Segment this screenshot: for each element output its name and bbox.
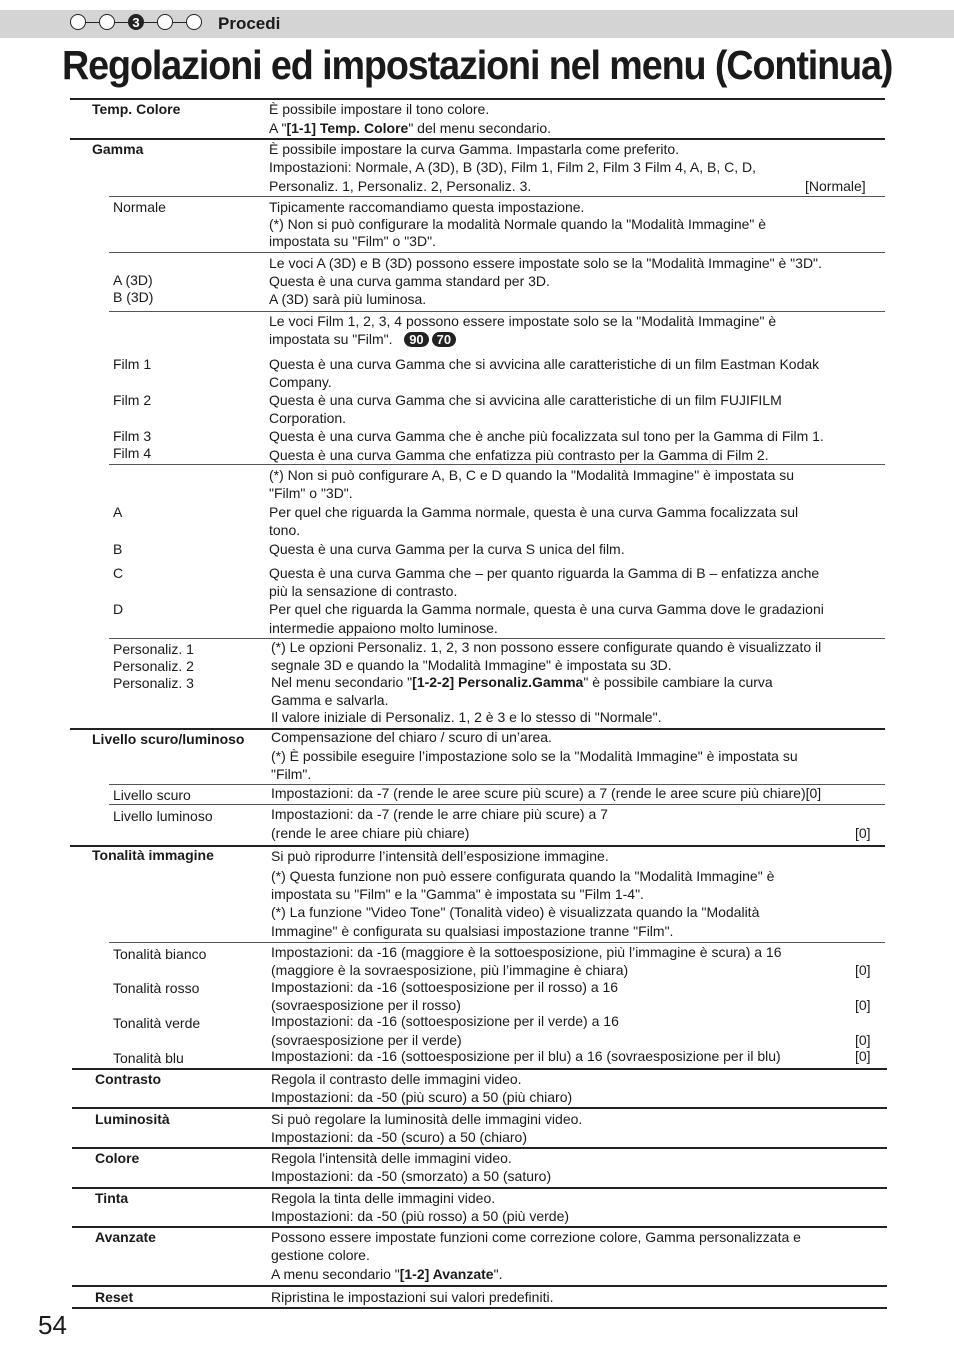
option-label: Personaliz. 2	[113, 658, 194, 674]
setting-description: Impostazioni: da -50 (scuro) a 50 (chiaro)	[271, 1129, 527, 1145]
setting-label: Colore	[95, 1150, 140, 1166]
option-description: Tipicamente raccomandiamo questa impostazione.	[269, 199, 585, 215]
section-label: Procedi	[218, 14, 281, 33]
model-badge: 70	[432, 332, 456, 347]
setting-description: gestione colore.	[271, 1247, 370, 1263]
setting-description: Si può riprodurre l’intensità dell’esposizione immagine.	[271, 848, 609, 864]
option-description: Impostazioni: da -16 (maggiore è la sottoesposizione, più l’immagine è scura) a 16	[271, 944, 782, 960]
option-description: Per quel che riguarda la Gamma normale, questa è una curva Gamma dove le gradazioni	[269, 601, 824, 617]
setting-description: Immagine" è configurata su qualsiasi impostazione tranne "Film".	[271, 923, 674, 939]
option-description: Impostazioni: da -7 (rende le aree scure più scure) a 7 (rende le aree scure più chiare)[0]	[271, 785, 822, 801]
model-badge: 90	[404, 332, 428, 347]
setting-description: Compensazione del chiaro / scuro di un’area.	[271, 729, 552, 745]
setting-reference: A menu secondario "[1-2] Avanzate".	[271, 1266, 503, 1282]
option-label: Livello luminoso	[113, 808, 213, 824]
row-divider	[109, 252, 885, 253]
option-label: D	[113, 601, 124, 617]
default-value: [0]	[855, 825, 871, 841]
page-number: 54	[38, 1310, 67, 1340]
setting-label: Avanzate	[95, 1229, 156, 1245]
row-divider	[72, 1307, 887, 1309]
option-description: "Film" o "3D".	[269, 485, 353, 501]
setting-label: Livello scuro/luminoso	[92, 731, 245, 747]
setting-description: Impostazioni: da -50 (più rosso) a 50 (più verde)	[271, 1208, 570, 1224]
setting-description: Ripristina le impostazioni sui valori predefiniti.	[271, 1289, 554, 1305]
setting-label: Contrasto	[95, 1071, 162, 1087]
option-label: Tonalità bianco	[113, 946, 207, 962]
option-description: segnale 3D e quando la "Modalità Immagine" è impostata su 3D.	[271, 657, 672, 673]
setting-description: Impostazioni: da -50 (smorzato) a 50 (saturo)	[271, 1168, 552, 1184]
option-label: A	[113, 504, 123, 520]
option-label: B	[113, 541, 123, 557]
setting-label: Reset	[95, 1289, 134, 1305]
option-description: (*) Le opzioni Personaliz. 1, 2, 3 non possono essere configurate quando è visualizzato il	[271, 639, 822, 655]
option-label: Personaliz. 1	[113, 641, 194, 657]
row-divider	[72, 1285, 887, 1287]
option-label: C	[113, 565, 124, 581]
setting-description: (*) La funzione "Video Tone" (Tonalità video) è visualizzata quando la "Modalità	[271, 904, 760, 920]
setting-description: Personaliz. 1, Personaliz. 2, Personaliz. 3.	[269, 178, 532, 194]
step-circle-active: 3	[128, 14, 144, 30]
setting-description: (*) Questa funzione non può essere configurata quando la "Modalità Immagine" è	[271, 868, 775, 884]
option-description: Corporation.	[269, 410, 347, 426]
option-description: (*) Non si può configurare la modalità Normale quando la "Modalità Immagine" è	[269, 216, 767, 232]
option-label: Livello scuro	[113, 787, 191, 803]
setting-description: (*) È possibile eseguire l’impostazione solo se la "Modalità Immagine" è impostata su	[271, 748, 798, 764]
step-circle	[157, 14, 173, 30]
option-description: A (3D) sarà più luminosa.	[269, 291, 427, 307]
option-description: tono.	[269, 522, 301, 538]
setting-description: Possono essere impostate funzioni come correzione colore, Gamma personalizzata e	[271, 1229, 801, 1245]
option-label: Tonalità rosso	[113, 980, 200, 996]
setting-label: Temp. Colore	[92, 101, 181, 117]
setting-label: Gamma	[92, 141, 144, 157]
option-description: Impostazioni: da -16 (sottoesposizione per il blu) a 16 (sovraesposizione per il blu)	[271, 1048, 781, 1064]
row-divider	[109, 196, 885, 197]
setting-description: Si può regolare la luminosità delle immagini video.	[271, 1111, 583, 1127]
option-description: Il valore iniziale di Personaliz. 1, 2 è 3 e lo stesso di "Normale".	[271, 709, 662, 725]
option-description: Le voci Film 1, 2, 3, 4 possono essere impostate solo se la "Modalità Immagine" è	[269, 313, 777, 329]
option-description: Impostazioni: da -16 (sottoesposizione per il verde) a 16	[271, 1013, 619, 1029]
step-circle	[99, 14, 115, 30]
option-label: Film 3	[113, 428, 152, 444]
default-value: [0]	[855, 1048, 871, 1064]
setting-description: "Film".	[271, 766, 312, 782]
option-description: (sovraesposizione per il rosso)	[271, 997, 461, 1013]
setting-description: Regola l'intensità delle immagini video.	[271, 1150, 512, 1166]
setting-label: Tonalità immagine	[92, 847, 214, 863]
default-value: [Normale]	[805, 178, 866, 194]
default-value: [0]	[855, 1032, 871, 1048]
option-description: Le voci A (3D) e B (3D) possono essere impostate solo se la "Modalità Immagine" è "3D".	[269, 255, 822, 271]
page-title: Regolazioni ed impostazioni nel menu (Continua)	[62, 42, 893, 88]
setting-description: Regola la tinta delle immagini video.	[271, 1190, 496, 1206]
option-label: Film 1	[113, 356, 152, 372]
option-description: (sovraesposizione per il verde)	[271, 1032, 462, 1048]
setting-description: Impostazioni: da -50 (più scuro) a 50 (più chiaro)	[271, 1089, 573, 1105]
option-description: Nel menu secondario "[1-2-2] Personaliz.Gamma" è possibile cambiare la curva	[271, 674, 773, 690]
option-label: Tonalità verde	[113, 1015, 201, 1031]
option-description: Questa è una curva Gamma che si avvicina alle caratteristiche di un film Eastman Kodak	[269, 356, 820, 372]
setting-reference: A "[1-1] Temp. Colore" del menu secondario.	[269, 120, 552, 136]
option-label: Normale	[113, 199, 166, 215]
row-divider	[109, 464, 885, 465]
option-description: Questa è una curva Gamma che enfatizza più contrasto per la Gamma di Film 2.	[269, 447, 769, 463]
setting-description: È possibile impostare il tono colore.	[269, 101, 490, 117]
setting-description: impostata su "Film" e la "Gamma" è impostata su "Film 1-4".	[271, 886, 644, 902]
option-description: Questa è una curva Gamma per la curva S unica del film.	[269, 541, 625, 557]
option-label: Film 2	[113, 392, 152, 408]
option-label: Personaliz. 3	[113, 675, 194, 691]
setting-label: Luminosità	[95, 1111, 170, 1127]
option-description: più la sensazione di contrasto.	[269, 583, 458, 599]
option-description: Impostazioni: da -7 (rende le arre chiare più scure) a 7	[271, 806, 608, 822]
step-circle	[186, 14, 202, 30]
setting-description: Regola il contrasto delle immagini video.	[271, 1071, 522, 1087]
default-value: [0]	[855, 997, 871, 1013]
option-label: Tonalità blu	[113, 1050, 184, 1066]
setting-description: Impostazioni: Normale, A (3D), B (3D), Film 1, Film 2, Film 3 Film 4, A, B, C, D,	[269, 159, 756, 175]
option-description: Gamma e salvarla.	[271, 692, 389, 708]
option-description: Company.	[269, 374, 332, 390]
option-description: Impostazioni: da -16 (sottoesposizione per il rosso) a 16	[271, 979, 619, 995]
option-label: A (3D)	[113, 272, 153, 288]
option-label: B (3D)	[113, 289, 154, 305]
row-divider	[72, 1107, 887, 1109]
default-value: [0]	[855, 962, 871, 978]
step-circle	[70, 14, 86, 30]
option-description: Questa è una curva gamma standard per 3D.	[269, 273, 550, 289]
option-description: Questa è una curva Gamma che si avvicina alle caratteristiche di un film FUJIFILM	[269, 392, 782, 408]
option-description: Questa è una curva Gamma che è anche più focalizzata sul tono per la Gamma di Film 1.	[269, 428, 824, 444]
option-description: (rende le aree chiare più chiare)	[271, 825, 470, 841]
option-description: (maggiore è la sovraesposizione, più l’immagine è chiara)	[271, 962, 629, 978]
setting-description: È possibile impostare la curva Gamma. Impastarla come preferito.	[269, 141, 680, 157]
option-description: Questa è una curva Gamma che – per quanto riguarda la Gamma di B – enfatizza anche	[269, 565, 820, 581]
setting-label: Tinta	[95, 1190, 129, 1206]
option-description: intermedie appaiono molto luminose.	[269, 620, 498, 636]
option-description: (*) Non si può configurare A, B, C e D quando la "Modalità Immagine" è impostata su	[269, 467, 795, 483]
option-description: Per quel che riguarda la Gamma normale, questa è una curva Gamma focalizzata sul	[269, 504, 799, 520]
option-description: impostata su "Film" o "3D".	[269, 233, 436, 249]
option-description: impostata su "Film". 90 70	[269, 330, 459, 348]
option-label: Film 4	[113, 445, 152, 461]
